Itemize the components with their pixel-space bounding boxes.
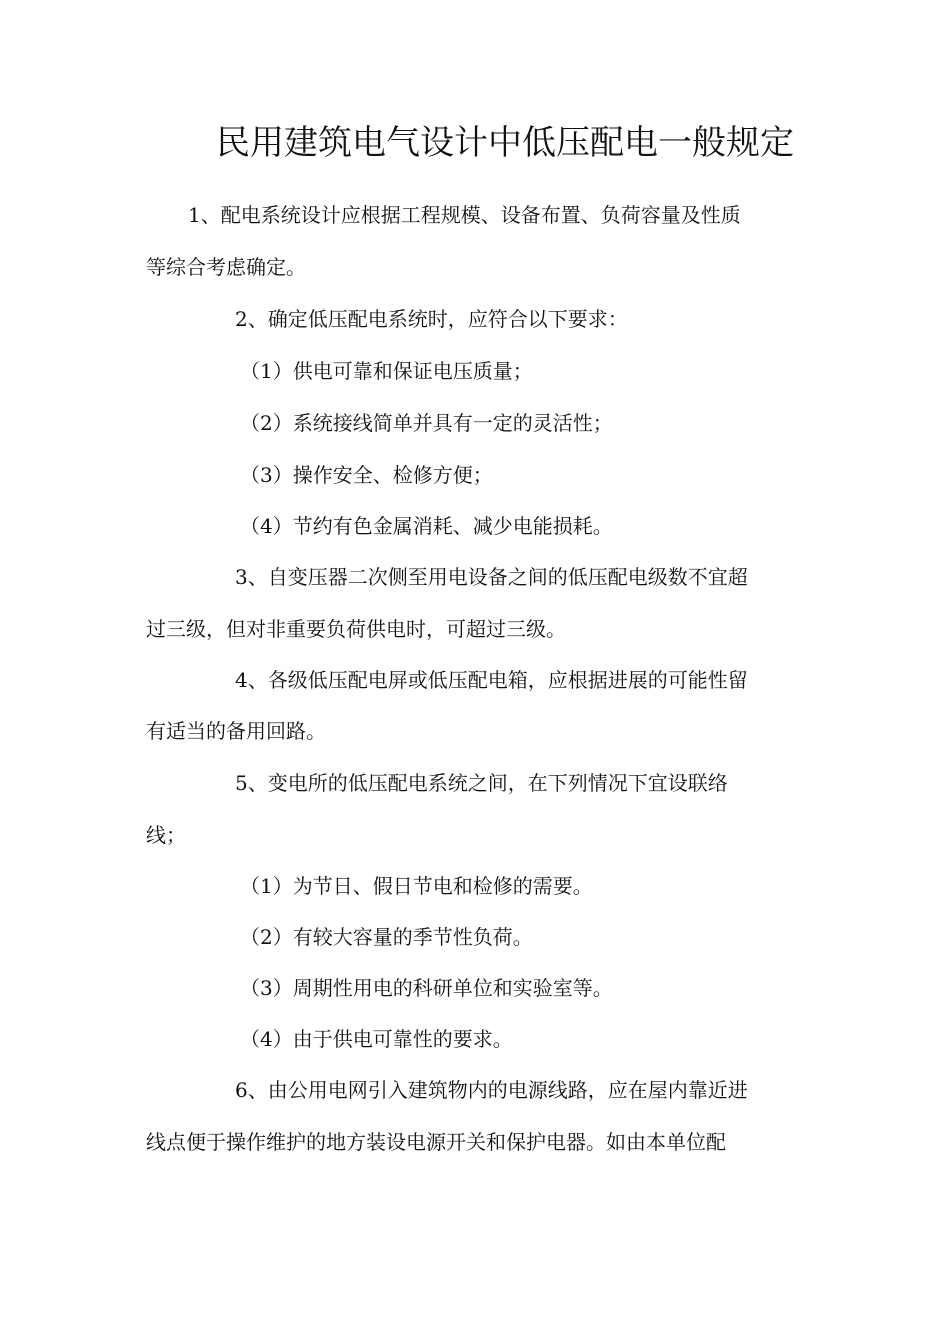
clause-5-item-3: （3）周期性用电的科研单位和实验室等。 (240, 976, 613, 1000)
clause-2-item-3: （3）操作安全、检修方便； (240, 463, 493, 487)
clause-4-line-2: 有适当的备用回路。 (146, 719, 326, 743)
clause-5-item-4: （4）由于供电可靠性的要求。 (240, 1027, 513, 1051)
clause-6-line-1: 6、由公用电网引入建筑物内的电源线路，应在屋内靠近进 (235, 1078, 748, 1102)
clause-4-line-1: 4、各级低压配电屏或低压配电箱，应根据进展的可能性留 (235, 668, 748, 692)
clause-2-item-2: （2）系统接线简单并具有一定的灵活性； (240, 411, 613, 435)
clause-5-line-2: 线； (146, 823, 186, 847)
clause-3-line-2: 过三级，但对非重要负荷供电时，可超过三级。 (146, 617, 566, 641)
document-title: 民用建筑电气设计中低压配电一般规定 (216, 123, 794, 163)
clause-1-line-2: 等综合考虑确定。 (146, 255, 306, 279)
clause-2-item-1: （1）供电可靠和保证电压质量； (240, 359, 533, 383)
clause-5-item-2: （2）有较大容量的季节性负荷。 (240, 925, 533, 949)
clause-5-line-1: 5、变电所的低压配电系统之间，在下列情况下宜设联络 (235, 771, 728, 795)
clause-2-item-4: （4）节约有色金属消耗、减少电能损耗。 (240, 514, 613, 538)
clause-5-item-1: （1）为节日、假日节电和检修的需要。 (240, 874, 593, 898)
clause-2-line-1: 2、确定低压配电系统时，应符合以下要求： (235, 307, 628, 331)
clause-3-line-1: 3、自变压器二次侧至用电设备之间的低压配电级数不宜超 (235, 565, 748, 589)
clause-6-line-2: 线点便于操作维护的地方装设电源开关和保护电器。如由本单位配 (146, 1130, 726, 1154)
clause-1-line-1: 1、配电系统设计应根据工程规模、设备布置、负荷容量及性质 (188, 203, 741, 227)
